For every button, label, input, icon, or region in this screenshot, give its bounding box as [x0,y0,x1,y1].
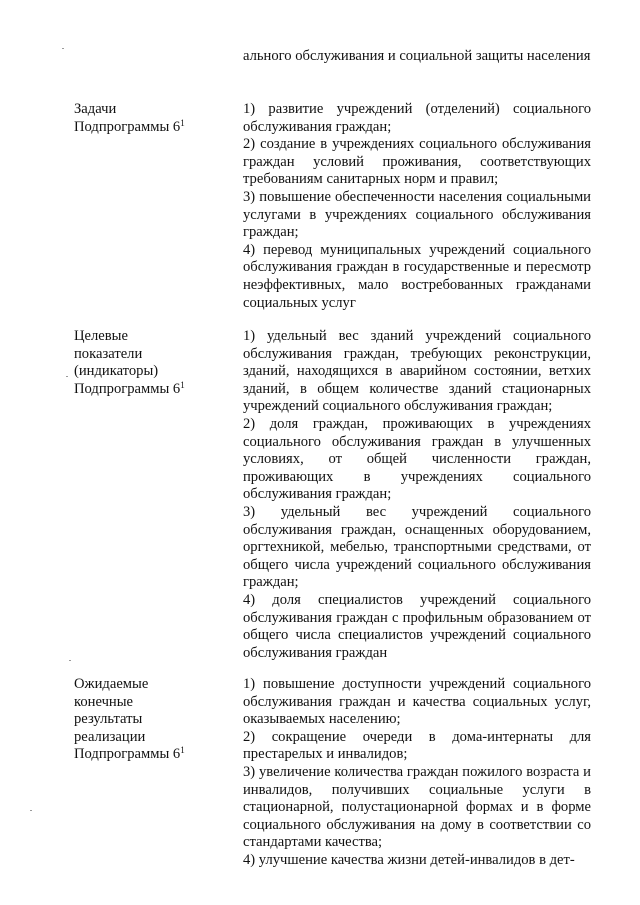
list-item: 3) увеличение количества граждан пожилого возраста и инвалидов, получивших социальные услуги в стационарной, полустационарной формах и в форме социального обслуживания на дому в соответствии со стандартами качества; [243,763,591,851]
list-item: 2) сокращение очереди в дома-интернаты для престарелых и инвалидов; [243,728,591,763]
list-item: 2) доля граждан, проживающих в учреждениях социального обслуживания граждан в улучшенных условиях, от общей численности граждан, проживающих в учреждениях социального обслуживания граждан; [243,415,591,503]
footnote-mark: 1 [180,379,185,390]
label-line: Ожидаемые [74,676,149,692]
list-item: 4) улучшение качества жизни детей-инвалидов в дет- [243,851,575,868]
continuation-text: ального обслуживания и социальной защиты населения [243,48,591,64]
list-item: 1) удельный вес зданий учреждений социального обслуживания граждан, требующих реконструкции, зданий, находящихся в аварийном состоянии, ветхих зданий, в общем количестве зданий стационарных учреждений социального обслуживания граждан; [243,328,591,415]
list-item: 3) удельный вес учреждений социального обслуживания граждан, оснащенных оборудованием, оргтехникой, мебелью, транспортными средствами, от общего числа учреждений социального обслуживания граждан; [243,503,591,591]
list-item: 4) перевод муниципальных учреждений социального обслуживания граждан в государственные и пересмотр неэффективных, мало востребованных гражданами социальных услуг [243,241,591,311]
section-label [74,676,224,764]
footnote-mark: 1 [180,745,185,756]
footnote-mark: 1 [180,117,185,128]
label-line: Целевые [74,328,128,344]
label-line: конечные [74,693,134,710]
label-line: Подпрограммы $6^1$ [74,745,185,763]
list-item: 3) повышение обеспеченности населения социальными услугами в учреждениях социального обслуживания граждан; [243,188,591,241]
scan-speck [62,48,64,49]
scan-speck [69,660,71,661]
label-line: Задачи [74,101,117,117]
label-line: реализации [74,728,146,745]
section-items [243,101,591,312]
section-items [243,676,591,870]
label-line: Подпрограммы $6^1$ [74,117,185,135]
section-label [74,328,224,398]
label-line: результаты [74,711,143,728]
list-item: 2) создание в учреждениях социального обслуживания граждан условий проживания, соответствующих требованиям санитарных норм и правил; [243,136,591,188]
section-label [74,101,224,136]
scan-speck [66,376,68,377]
list-item: 1) повышение доступности учреждений социального обслуживания граждан и качества социальных услуг, оказываемых населению; [243,676,591,728]
section-items [243,328,591,662]
label-line: Подпрограммы $6^1$ [74,379,185,397]
list-item: 4) доля специалистов учреждений социального обслуживания граждан с профильным образованием от общего числа специалистов учреждений социального обслуживания граждан [243,591,591,661]
label-line: показатели [74,345,143,362]
label-line: (индикаторы) [74,363,159,380]
list-item: 1) развитие учреждений (отделений) социального обслуживания граждан; [243,101,591,135]
scan-speck [30,810,32,811]
